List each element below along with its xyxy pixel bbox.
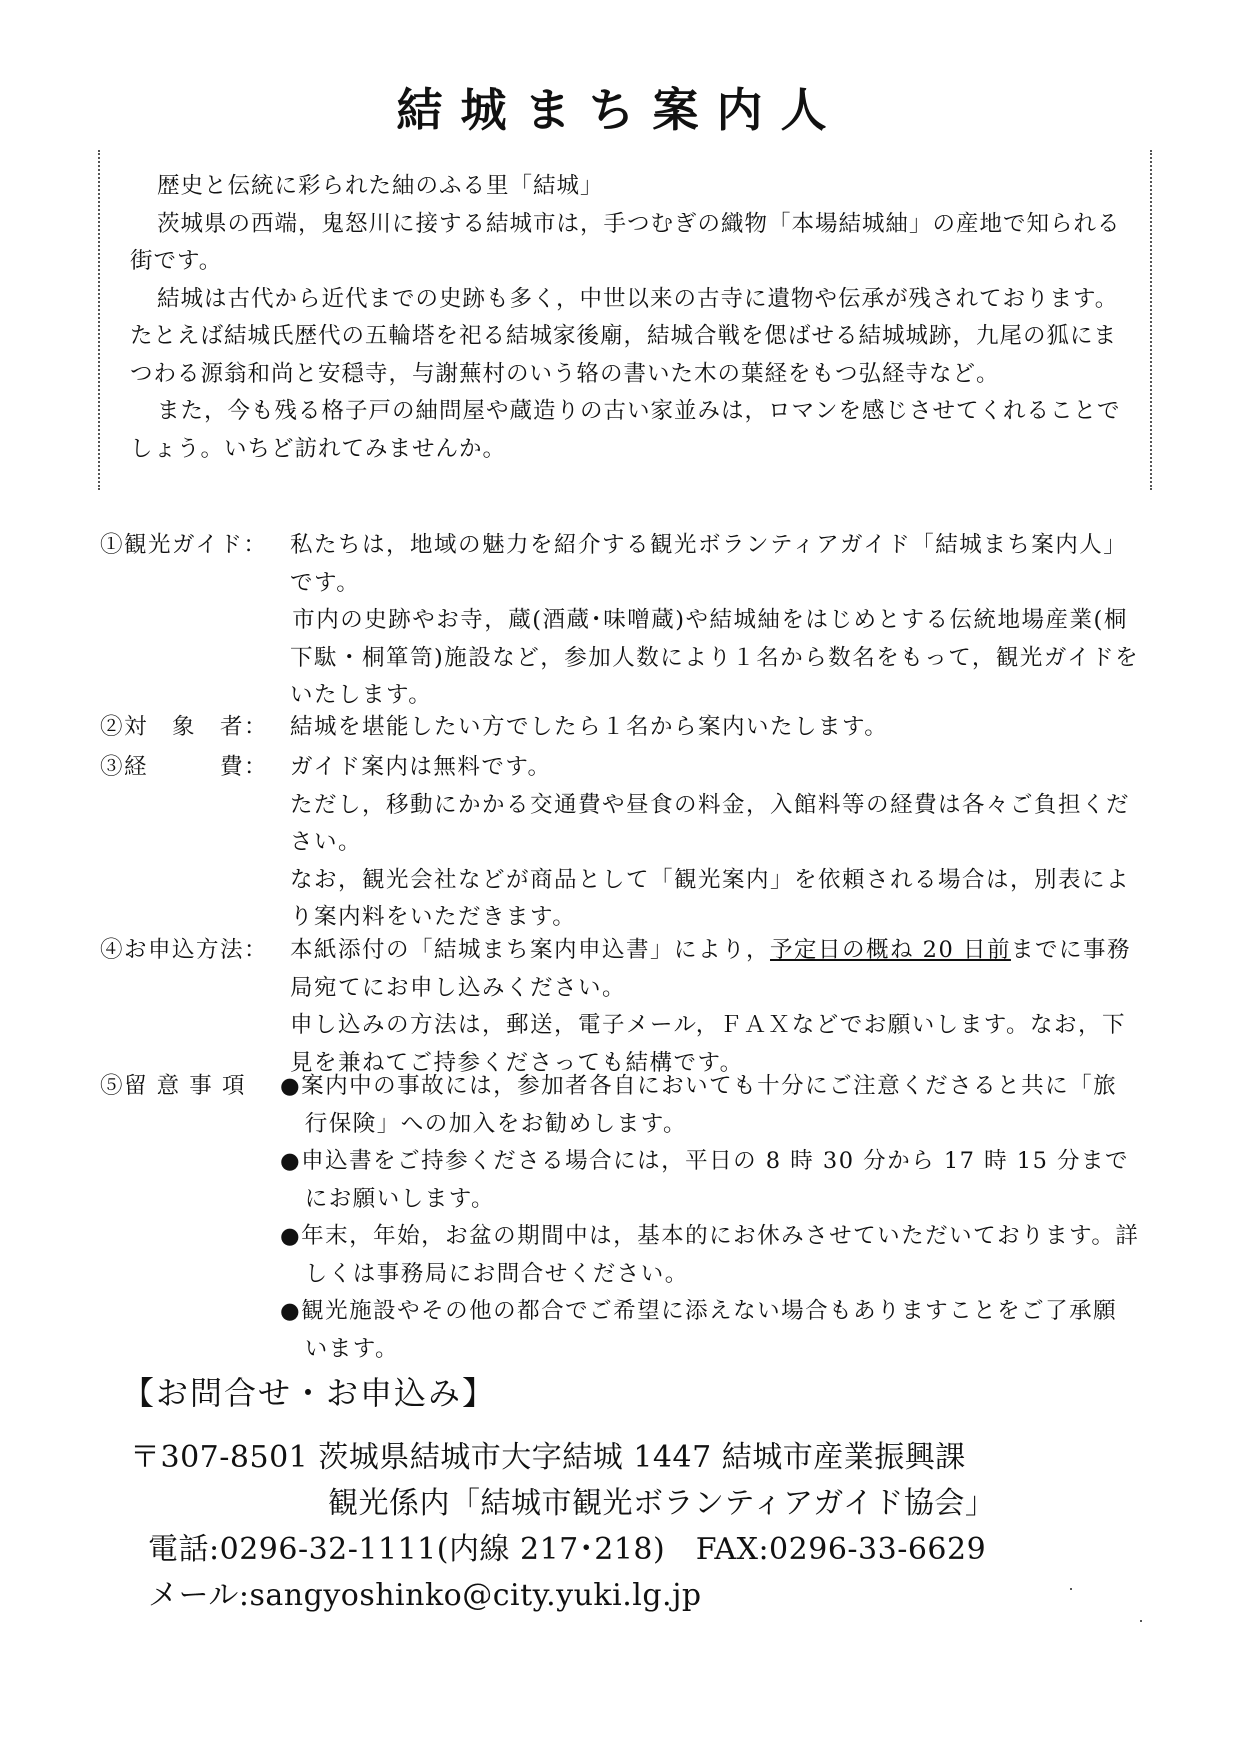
contact-address: 〒307-8501 茨城県結城市大字結城 1447 結城市産業振興課 xyxy=(130,1440,966,1475)
intro-paragraph: 結城は古代から近代までの史跡も多く，中世以来の古寺に遺物や伝承が残されております。たとえば結城氏歴代の五輪塔を祀る結城家後廟，結城合戦を偲ばせる結城城跡，九尾の狐にまつわる源翁和尚と安穏寺，与謝蕪村のいう辂の書いた木の葉経をもつ弘経寺など。 xyxy=(130,285,1119,387)
apply-deadline: 予定日の概ね 20 日前 xyxy=(770,937,1011,963)
section-label: ⑤留 意 事 項 xyxy=(100,1073,246,1099)
intro-text xyxy=(130,168,1130,468)
section-text: 申し込みの方法は，郵送，電子メール，ＦＡＸなどでお願いします。なお，下見を兼ねてご持参くださっても結構です。 xyxy=(290,1012,1126,1076)
section-text xyxy=(290,932,1140,1007)
apply-text-a: 本紙添付の「結城まち案内申込書」により， xyxy=(290,937,771,963)
intro-paragraph: 茨城県の西端，鬼怒川に接する結城市は，手つむぎの織物「本場結城紬」の産地で知られる街です。 xyxy=(130,210,1121,274)
section-text: 私たちは，地域の魅力を紹介する観光ボランティアガイド「結城まち案内人」です。 xyxy=(290,532,1128,596)
section-text: なお，観光会社などが商品として「観光案内」を依頼される場合は，別表により案内料をいただきます。 xyxy=(290,866,1131,930)
section-text: 市内の史跡やお寺，蔵(酒蔵･味噌蔵)や結城紬をはじめとする伝統地場産業(桐下駄・桐箪笥)施設など，参加人数により１名から数名をもって，観光ガイドをいたします。 xyxy=(290,607,1140,708)
section-label: ④お申込方法： xyxy=(100,937,269,963)
section-text: ただし，移動にかかる交通費や昼食の料金，入館料等の経費は各々ご負担ください。 xyxy=(290,791,1131,855)
contact-org: 観光係内「結城市観光ボランティアガイド協会」 xyxy=(328,1486,996,1521)
section-label: ③経 費： xyxy=(100,754,269,780)
intro-paragraph: また，今も残る格子戸の紬問屋や蔵造りの古い家並みは，ロマンを感じさせてくれることでしょう。いちど訪れてみませんか。 xyxy=(130,398,1121,462)
scan-speck xyxy=(1140,1620,1142,1622)
contact-phone: 電話:0296-32-1111(内線 217･218) FAX:0296-33-6629 xyxy=(148,1532,987,1567)
section-label: ①観光ガイド： xyxy=(100,532,268,558)
section-label: ②対 象 者： xyxy=(100,714,269,740)
intro-paragraph: 歴史と伝統に彩られた紬のふる里「結城」 xyxy=(157,173,604,199)
page-title: 結城まち案内人 xyxy=(396,83,845,137)
scan-speck xyxy=(1070,1588,1072,1590)
contact-heading: 【お問合せ・お申込み】 xyxy=(122,1374,497,1412)
apply-text-b: までに事務局宛てにお申し込みください。 xyxy=(290,937,1131,1001)
note-item: ●申込書をご持参くださる場合には，平日の 8 時 30 分から 17 時 15 分までにお願いします。 xyxy=(280,1148,1130,1212)
section-text: ガイド案内は無料です。 xyxy=(290,754,552,780)
note-item: ●観光施設やその他の都合でご希望に添えない場合もありますことをご了承願います。 xyxy=(280,1298,1118,1362)
contact-email[interactable]: メール:sangyoshinko@city.yuki.lg.jp xyxy=(148,1578,702,1613)
section-text: 結城を堪能したい方でしたら１名から案内いたします。 xyxy=(290,714,889,740)
note-item: ●案内中の事故には，参加者各自においても十分にご注意くださると共に「旅行保険」への加入をお勧めします。 xyxy=(280,1073,1118,1137)
note-item: ●年末，年始，お盆の期間中は，基本的にお休みさせていただいております。詳しくは事務局にお問合せください。 xyxy=(280,1223,1140,1287)
